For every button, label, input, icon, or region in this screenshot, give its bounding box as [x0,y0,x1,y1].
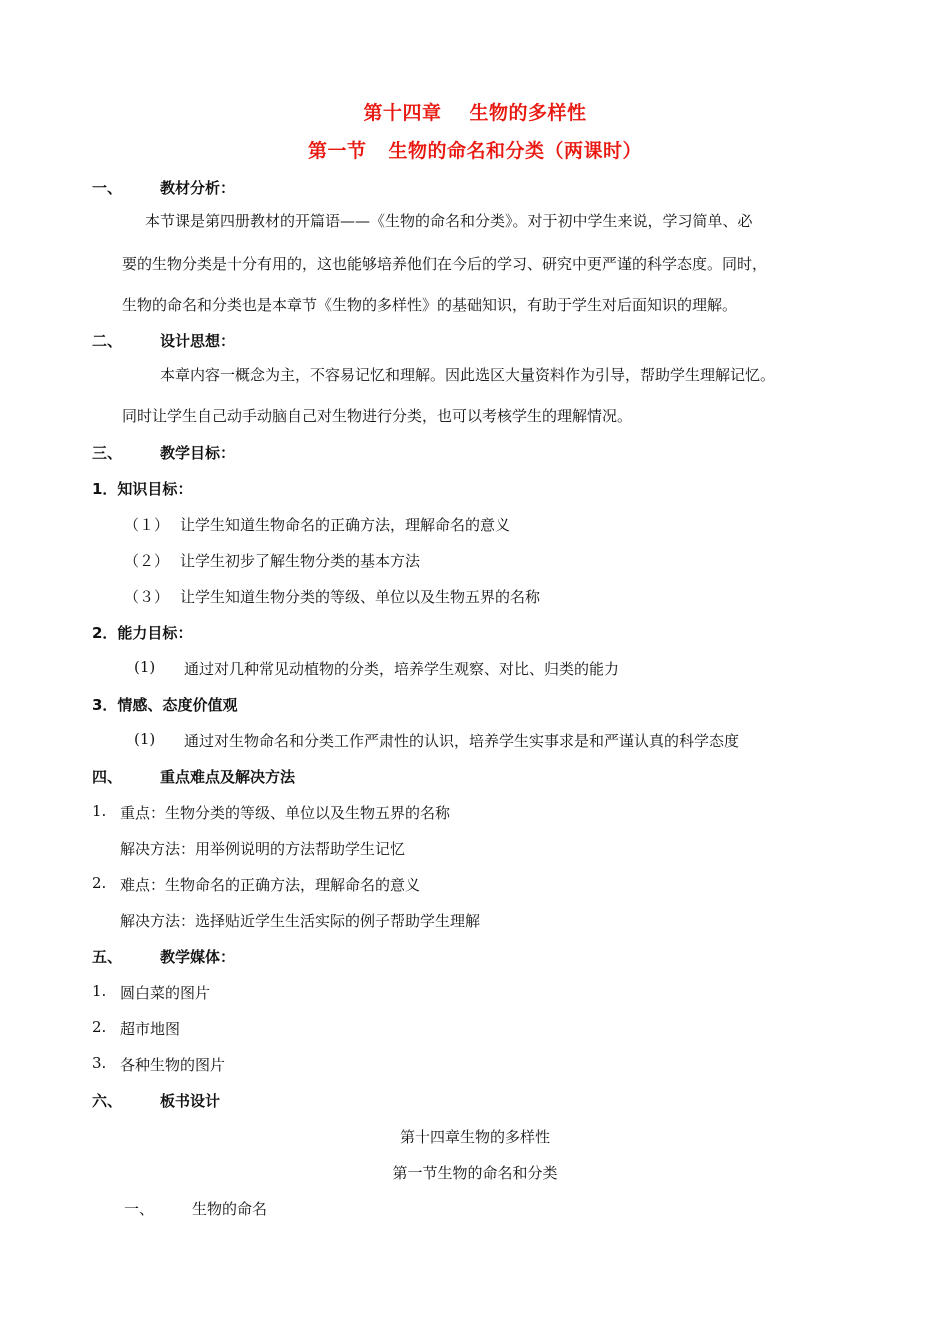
difficult-point-text: 难点：生物命名的正确方法，理解命名的意义 [120,876,421,894]
difficult-point-number: 2. [92,874,107,892]
emotion-item-number: (1) [134,730,156,748]
section-2-heading: 设计思想： [160,332,236,350]
key-point-number: 1. [92,802,107,820]
section-title [0,136,950,163]
section-1-heading: 教材分析： [160,179,236,197]
knowledge-item: 让学生初步了解生物分类的基本方法 [180,552,421,570]
knowledge-item-number: （２） [124,552,170,570]
knowledge-goals-title: 1．知识目标： [92,480,193,498]
section-6-number: 六、 [92,1092,123,1110]
key-point-solution: 解决方法：用举例说明的方法帮助学生记忆 [120,840,406,858]
media-item-number: 3. [92,1054,107,1072]
media-item: 圆白菜的图片 [120,984,211,1002]
knowledge-item-number: （１） [124,516,170,534]
section-5-number: 五、 [92,948,123,966]
section-4-heading: 重点难点及解决方法 [160,768,296,786]
chapter-title [0,98,950,125]
section-3-number: 三、 [92,444,123,462]
section-1-number: 一、 [92,179,123,197]
section-2-paragraph-line: 同时让学生自己动手动脑自己对生物进行分类，也可以考核学生的理解情况。 [122,407,633,425]
difficult-point-solution: 解决方法：选择贴近学生生活实际的例子帮助学生理解 [120,912,481,930]
section-4-number: 四、 [92,768,123,786]
section-1-paragraph-line: 生物的命名和分类也是本章节《生物的多样性》的基础知识，有助于学生对后面知识的理解。 [122,296,738,314]
media-item-number: 1. [92,982,107,1000]
chapter-number: 第十四章 [363,102,442,124]
ability-goals-title: 2．能力目标： [92,624,193,642]
knowledge-item-number: （３） [124,588,170,606]
ability-item: 通过对几种常见动植物的分类，培养学生观察、对比、归类的能力 [184,660,620,678]
media-item-number: 2. [92,1018,107,1036]
section-6-heading: 板书设计 [160,1092,221,1110]
section-number: 第一节 [307,140,367,162]
key-point-text: 重点：生物分类的等级、单位以及生物五界的名称 [120,804,451,822]
board-subheading-number: 一、 [124,1200,155,1218]
section-2-number: 二、 [92,332,123,350]
section-5-heading: 教学媒体： [160,948,236,966]
emotion-goals-title: 3．情感、态度价值观 [92,696,238,714]
media-item: 各种生物的图片 [120,1056,226,1074]
section-1-paragraph-line: 要的生物分类是十分有用的，这也能够培养他们在今后的学习、研究中更严谨的科学态度。同时， [122,255,768,273]
emotion-item: 通过对生物命名和分类工作严肃性的认识，培养学生实事求是和严谨认真的科学态度 [184,732,740,750]
board-subheading-text: 生物的命名 [192,1200,268,1218]
section-3-heading: 教学目标： [160,444,236,462]
board-chapter-title: 第十四章生物的多样性 [399,1128,550,1146]
board-section-title: 第一节生物的命名和分类 [392,1164,558,1182]
media-item: 超市地图 [120,1020,181,1038]
section-1-paragraph-line: 本节课是第四册教材的开篇语——《生物的命名和分类》。对于初中学生来说，学习简单、必 [145,212,753,230]
knowledge-item: 让学生知道生物命名的正确方法，理解命名的意义 [180,516,511,534]
section-2-paragraph-line: 本章内容一概念为主，不容易记忆和理解。因此选区大量资料作为引导，帮助学生理解记忆。 [160,366,776,384]
ability-item-number: (1) [134,658,156,676]
section-name: 生物的命名和分类（两课时） [388,140,643,162]
chapter-name: 生物的多样性 [469,102,587,124]
knowledge-item: 让学生知道生物分类的等级、单位以及生物五界的名称 [180,588,541,606]
